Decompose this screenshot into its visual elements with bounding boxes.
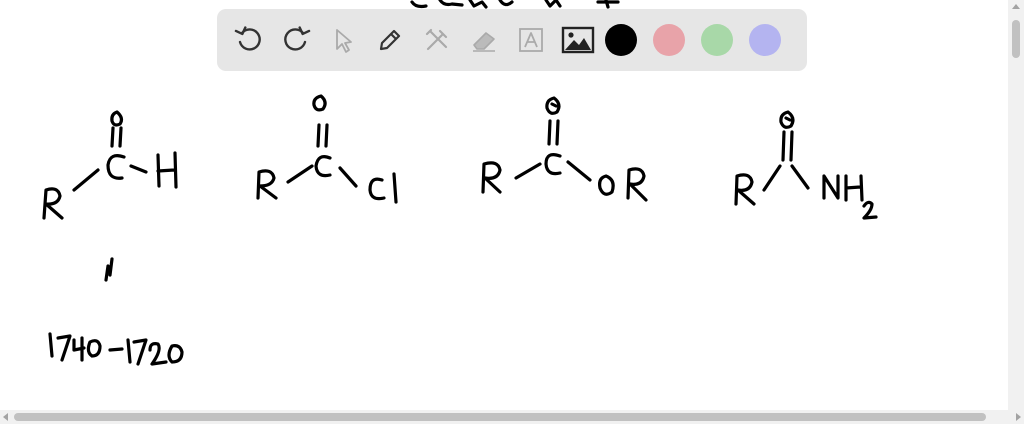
amide-structure — [736, 112, 876, 218]
pen-icon — [375, 25, 405, 55]
label-C — [108, 156, 124, 179]
label-NH2 — [824, 176, 876, 218]
color-swatch-green[interactable] — [701, 24, 733, 56]
bond-R-C — [288, 166, 312, 182]
label-OR — [600, 169, 646, 200]
text-icon — [516, 25, 546, 55]
tools-button[interactable] — [415, 18, 459, 62]
label-R — [44, 189, 62, 218]
top-cut-off-handwriting — [412, 0, 618, 7]
label-O — [314, 96, 325, 110]
label-C — [546, 155, 560, 174]
label-C — [316, 157, 330, 176]
color-swatch-purple[interactable] — [749, 24, 781, 56]
eraser-icon — [469, 25, 499, 55]
double-bond — [549, 121, 558, 144]
vertical-scroll-thumb[interactable] — [1012, 20, 1020, 58]
undo-button[interactable] — [227, 18, 271, 62]
pen-button[interactable] — [368, 18, 412, 62]
bond-R-C — [764, 166, 780, 190]
double-bond — [783, 132, 792, 160]
aldehyde-structure — [44, 112, 182, 364]
bond-C-O — [568, 162, 590, 180]
image-icon — [561, 25, 595, 55]
label-R — [258, 171, 276, 198]
mark-below — [106, 259, 112, 280]
redo-button[interactable] — [274, 18, 318, 62]
horizontal-scroll-thumb[interactable] — [14, 413, 986, 421]
label-O — [781, 112, 793, 127]
acyl-chloride-structure — [258, 96, 396, 202]
undo-icon — [234, 25, 264, 55]
tools-icon — [422, 25, 452, 55]
text-button[interactable] — [509, 18, 553, 62]
scroll-up-icon[interactable] — [1012, 4, 1020, 9]
label-O — [112, 112, 122, 125]
bond-R-C — [74, 170, 98, 190]
horizontal-scrollbar[interactable] — [0, 410, 1024, 424]
color-swatch-red[interactable] — [653, 24, 685, 56]
label-R — [736, 175, 754, 204]
image-button[interactable] — [556, 18, 600, 62]
select-pointer-icon — [328, 25, 358, 55]
vertical-scrollbar[interactable] — [1008, 0, 1024, 410]
ester-structure — [483, 98, 646, 200]
select-button[interactable] — [321, 18, 365, 62]
bond-R-C — [516, 164, 540, 178]
redo-icon — [281, 25, 311, 55]
bond-C-H — [131, 166, 146, 172]
label-O — [547, 98, 559, 113]
label-R — [483, 163, 500, 192]
text-1740-1720 — [50, 334, 182, 364]
drawing-toolbar — [217, 9, 807, 71]
label-Cl — [370, 174, 396, 202]
eraser-button[interactable] — [462, 18, 506, 62]
bond-C-N — [792, 166, 808, 188]
scroll-right-icon[interactable] — [1016, 413, 1021, 421]
color-swatch-black[interactable] — [605, 24, 637, 56]
label-H — [158, 153, 176, 187]
scroll-left-icon[interactable] — [3, 413, 8, 421]
double-bond — [318, 125, 327, 146]
bond-C-Cl — [340, 168, 356, 186]
double-bond — [112, 128, 121, 146]
